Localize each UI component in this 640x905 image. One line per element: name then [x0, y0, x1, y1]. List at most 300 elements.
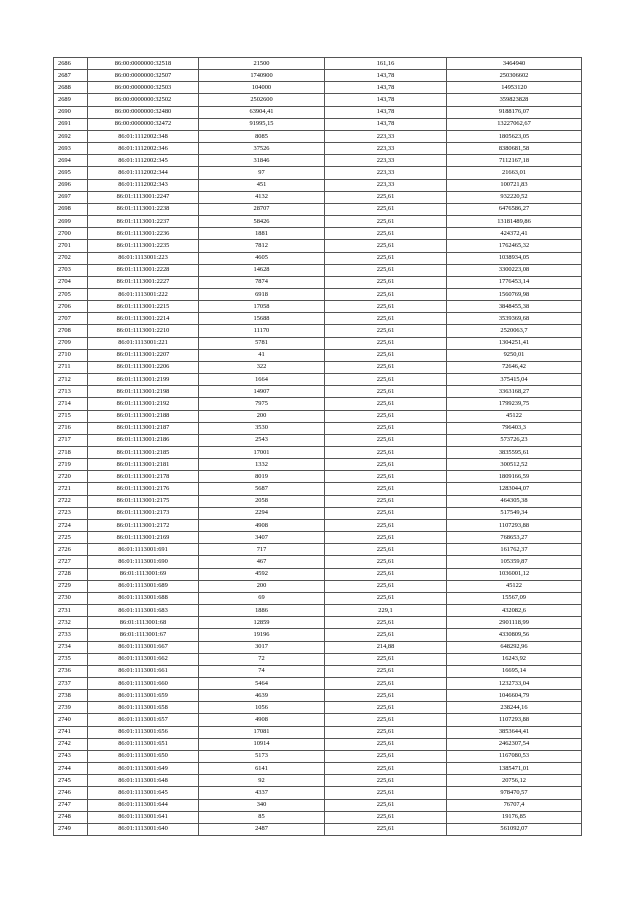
- rate-cell: 225,61: [325, 337, 447, 349]
- value-cell: 1799239,75: [447, 398, 582, 410]
- area-cell: 14907: [199, 386, 325, 398]
- cadastral-number-cell: 86:01:1113001:640: [88, 823, 199, 835]
- value-cell: 375415,04: [447, 374, 582, 386]
- area-cell: 4605: [199, 252, 325, 264]
- rate-cell: 225,61: [325, 580, 447, 592]
- table-row: [54, 811, 582, 823]
- value-cell: 2462307,54: [447, 738, 582, 750]
- rate-cell: 223,33: [325, 143, 447, 155]
- row-number-cell: 2708: [54, 325, 88, 337]
- value-cell: 2901118,99: [447, 617, 582, 629]
- cadastral-number-cell: 86:01:1113001:649: [88, 763, 199, 775]
- value-cell: 13227062,67: [447, 118, 582, 130]
- value-cell: 4330809,56: [447, 629, 582, 641]
- rate-cell: 225,61: [325, 665, 447, 677]
- value-cell: 1232733,04: [447, 677, 582, 689]
- value-cell: 932220,52: [447, 191, 582, 203]
- value-cell: 464305,38: [447, 495, 582, 507]
- rate-cell: 225,61: [325, 471, 447, 483]
- value-cell: 1107293,88: [447, 714, 582, 726]
- area-cell: 5464: [199, 677, 325, 689]
- cadastral-number-cell: 86:01:1113001:2198: [88, 386, 199, 398]
- row-number-cell: 2736: [54, 665, 88, 677]
- value-cell: 978470,57: [447, 787, 582, 799]
- row-number-cell: 2717: [54, 434, 88, 446]
- row-number-cell: 2739: [54, 702, 88, 714]
- cadastral-number-cell: 86:00:0000000:32503: [88, 82, 199, 94]
- row-number-cell: 2733: [54, 629, 88, 641]
- row-number-cell: 2741: [54, 726, 88, 738]
- cadastral-number-cell: 86:01:1113001:68: [88, 617, 199, 629]
- cadastral-number-cell: 86:01:1113001:2192: [88, 398, 199, 410]
- row-number-cell: 2732: [54, 617, 88, 629]
- table-row: [54, 750, 582, 762]
- value-cell: 9188176,07: [447, 106, 582, 118]
- row-number-cell: 2686: [54, 58, 88, 70]
- value-cell: 105359,87: [447, 556, 582, 568]
- row-number-cell: 2727: [54, 556, 88, 568]
- cadastral-number-cell: 86:01:1113001:2187: [88, 422, 199, 434]
- rate-cell: 143,78: [325, 82, 447, 94]
- rate-cell: 225,61: [325, 325, 447, 337]
- cadastral-number-cell: 86:01:1113001:2186: [88, 434, 199, 446]
- row-number-cell: 2707: [54, 313, 88, 325]
- table-row: [54, 799, 582, 811]
- value-cell: 796403,3: [447, 422, 582, 434]
- table-row: [54, 313, 582, 325]
- table-row: [54, 264, 582, 276]
- table-row: [54, 337, 582, 349]
- row-number-cell: 2749: [54, 823, 88, 835]
- value-cell: 45122: [447, 580, 582, 592]
- row-number-cell: 2721: [54, 483, 88, 495]
- table-row: [54, 155, 582, 167]
- rate-cell: 223,33: [325, 179, 447, 191]
- area-cell: 10914: [199, 738, 325, 750]
- table-row: [54, 70, 582, 82]
- rate-cell: 225,61: [325, 228, 447, 240]
- table-row: [54, 386, 582, 398]
- area-cell: 5687: [199, 483, 325, 495]
- cadastral-number-cell: 86:01:1113001:2173: [88, 507, 199, 519]
- area-cell: 4337: [199, 787, 325, 799]
- table-row: [54, 203, 582, 215]
- area-cell: 2543: [199, 434, 325, 446]
- value-cell: 2520063,7: [447, 325, 582, 337]
- table-row: [54, 495, 582, 507]
- area-cell: 1740900: [199, 70, 325, 82]
- cadastral-number-cell: 86:01:1113001:67: [88, 629, 199, 641]
- area-cell: 200: [199, 580, 325, 592]
- cadastral-number-cell: 86:01:1113001:2185: [88, 447, 199, 459]
- area-cell: 717: [199, 544, 325, 556]
- table-row: [54, 82, 582, 94]
- area-cell: 322: [199, 361, 325, 373]
- value-cell: 1776453,14: [447, 276, 582, 288]
- registry-table: [53, 57, 582, 836]
- value-cell: 161762,37: [447, 544, 582, 556]
- area-cell: 3530: [199, 422, 325, 434]
- area-cell: 5173: [199, 750, 325, 762]
- row-number-cell: 2704: [54, 276, 88, 288]
- area-cell: 2294: [199, 507, 325, 519]
- row-number-cell: 2691: [54, 118, 88, 130]
- row-number-cell: 2737: [54, 677, 88, 689]
- cadastral-number-cell: 86:01:1113001:2237: [88, 216, 199, 228]
- table-row: [54, 702, 582, 714]
- cadastral-number-cell: 86:01:1113001:651: [88, 738, 199, 750]
- rate-cell: 225,61: [325, 216, 447, 228]
- value-cell: 76707,4: [447, 799, 582, 811]
- rate-cell: 225,61: [325, 726, 447, 738]
- cadastral-number-cell: 86:01:1113001:2236: [88, 228, 199, 240]
- table-row: [54, 653, 582, 665]
- row-number-cell: 2748: [54, 811, 88, 823]
- rate-cell: 225,61: [325, 823, 447, 835]
- area-cell: 7975: [199, 398, 325, 410]
- rate-cell: 225,61: [325, 702, 447, 714]
- value-cell: 6476586,27: [447, 203, 582, 215]
- rate-cell: 143,78: [325, 118, 447, 130]
- area-cell: 17081: [199, 726, 325, 738]
- row-number-cell: 2694: [54, 155, 88, 167]
- table-row: [54, 641, 582, 653]
- cadastral-number-cell: 86:01:1113001:689: [88, 580, 199, 592]
- row-number-cell: 2734: [54, 641, 88, 653]
- table-row: [54, 605, 582, 617]
- table-row: [54, 106, 582, 118]
- row-number-cell: 2689: [54, 94, 88, 106]
- table-row: [54, 544, 582, 556]
- row-number-cell: 2725: [54, 532, 88, 544]
- table-row: [54, 483, 582, 495]
- table-row: [54, 179, 582, 191]
- value-cell: 1046604,79: [447, 690, 582, 702]
- area-cell: 85: [199, 811, 325, 823]
- cadastral-number-cell: 86:01:1113001:2214: [88, 313, 199, 325]
- value-cell: 1304251,41: [447, 337, 582, 349]
- value-cell: 424372,41: [447, 228, 582, 240]
- cadastral-number-cell: 86:01:1113001:641: [88, 811, 199, 823]
- value-cell: 3363168,27: [447, 386, 582, 398]
- rate-cell: 225,61: [325, 459, 447, 471]
- cadastral-number-cell: 86:01:1113001:2172: [88, 519, 199, 531]
- table-row: [54, 568, 582, 580]
- registry-table-container: [53, 57, 582, 836]
- rate-cell: 225,61: [325, 422, 447, 434]
- row-number-cell: 2730: [54, 592, 88, 604]
- table-row: [54, 94, 582, 106]
- area-cell: 5781: [199, 337, 325, 349]
- cadastral-number-cell: 86:01:1113001:656: [88, 726, 199, 738]
- table-row: [54, 276, 582, 288]
- area-cell: 15688: [199, 313, 325, 325]
- table-body: [54, 58, 582, 836]
- area-cell: 1332: [199, 459, 325, 471]
- cadastral-number-cell: 86:01:1113001:2199: [88, 374, 199, 386]
- cadastral-number-cell: 86:01:1113001:2178: [88, 471, 199, 483]
- row-number-cell: 2705: [54, 288, 88, 300]
- rate-cell: 225,61: [325, 447, 447, 459]
- value-cell: 250306602: [447, 70, 582, 82]
- table-row: [54, 556, 582, 568]
- cadastral-number-cell: 86:01:1113001:2247: [88, 191, 199, 203]
- value-cell: 1167080,53: [447, 750, 582, 762]
- row-number-cell: 2719: [54, 459, 88, 471]
- row-number-cell: 2718: [54, 447, 88, 459]
- value-cell: 100721,83: [447, 179, 582, 191]
- area-cell: 11170: [199, 325, 325, 337]
- table-row: [54, 118, 582, 130]
- cadastral-number-cell: 86:01:1113001:69: [88, 568, 199, 580]
- area-cell: 19196: [199, 629, 325, 641]
- table-row: [54, 532, 582, 544]
- cadastral-number-cell: 86:01:1113001:2227: [88, 276, 199, 288]
- area-cell: 7812: [199, 240, 325, 252]
- row-number-cell: 2746: [54, 787, 88, 799]
- rate-cell: 225,61: [325, 495, 447, 507]
- row-number-cell: 2728: [54, 568, 88, 580]
- table-row: [54, 507, 582, 519]
- value-cell: 1809166,59: [447, 471, 582, 483]
- rate-cell: 225,61: [325, 775, 447, 787]
- value-cell: 1283044,07: [447, 483, 582, 495]
- rate-cell: 225,61: [325, 799, 447, 811]
- rate-cell: 225,61: [325, 203, 447, 215]
- table-row: [54, 787, 582, 799]
- cadastral-number-cell: 86:01:1113001:648: [88, 775, 199, 787]
- area-cell: 2502600: [199, 94, 325, 106]
- table-row: [54, 763, 582, 775]
- table-row: [54, 130, 582, 142]
- area-cell: 37526: [199, 143, 325, 155]
- row-number-cell: 2688: [54, 82, 88, 94]
- table-row: [54, 629, 582, 641]
- table-row: [54, 714, 582, 726]
- table-row: [54, 361, 582, 373]
- rate-cell: 225,61: [325, 763, 447, 775]
- table-row: [54, 447, 582, 459]
- rate-cell: 225,61: [325, 714, 447, 726]
- row-number-cell: 2715: [54, 410, 88, 422]
- cadastral-number-cell: 86:01:1113001:645: [88, 787, 199, 799]
- value-cell: 561092,07: [447, 823, 582, 835]
- area-cell: 41: [199, 349, 325, 361]
- rate-cell: 223,33: [325, 130, 447, 142]
- table-row: [54, 143, 582, 155]
- rate-cell: 143,78: [325, 94, 447, 106]
- cadastral-number-cell: 86:01:1113001:221: [88, 337, 199, 349]
- table-row: [54, 422, 582, 434]
- cadastral-number-cell: 86:01:1113001:2238: [88, 203, 199, 215]
- cadastral-number-cell: 86:01:1113001:2206: [88, 361, 199, 373]
- cadastral-number-cell: 86:01:1113001:658: [88, 702, 199, 714]
- cadastral-number-cell: 86:01:1113001:2181: [88, 459, 199, 471]
- value-cell: 8380681,58: [447, 143, 582, 155]
- rate-cell: 225,61: [325, 398, 447, 410]
- table-row: [54, 228, 582, 240]
- row-number-cell: 2709: [54, 337, 88, 349]
- value-cell: 1560769,98: [447, 288, 582, 300]
- table-row: [54, 775, 582, 787]
- row-number-cell: 2699: [54, 216, 88, 228]
- area-cell: 340: [199, 799, 325, 811]
- cadastral-number-cell: 86:01:1112002:346: [88, 143, 199, 155]
- value-cell: 15567,09: [447, 592, 582, 604]
- cadastral-number-cell: 86:01:1113001:660: [88, 677, 199, 689]
- cadastral-number-cell: 86:01:1113001:2235: [88, 240, 199, 252]
- rate-cell: 143,78: [325, 70, 447, 82]
- area-cell: 31846: [199, 155, 325, 167]
- cadastral-number-cell: 86:01:1113001:2169: [88, 532, 199, 544]
- rate-cell: 225,61: [325, 556, 447, 568]
- row-number-cell: 2716: [54, 422, 88, 434]
- rate-cell: 225,61: [325, 507, 447, 519]
- area-cell: 6141: [199, 763, 325, 775]
- table-row: [54, 398, 582, 410]
- cadastral-number-cell: 86:01:1112002:348: [88, 130, 199, 142]
- table-row: [54, 459, 582, 471]
- cadastral-number-cell: 86:01:1113001:222: [88, 288, 199, 300]
- cadastral-number-cell: 86:01:1113001:667: [88, 641, 199, 653]
- area-cell: 4908: [199, 714, 325, 726]
- row-number-cell: 2693: [54, 143, 88, 155]
- table-row: [54, 410, 582, 422]
- rate-cell: 225,61: [325, 738, 447, 750]
- area-cell: 69: [199, 592, 325, 604]
- value-cell: 14953120: [447, 82, 582, 94]
- row-number-cell: 2687: [54, 70, 88, 82]
- area-cell: 2058: [199, 495, 325, 507]
- row-number-cell: 2720: [54, 471, 88, 483]
- value-cell: 1805623,05: [447, 130, 582, 142]
- cadastral-number-cell: 86:01:1113001:2215: [88, 301, 199, 313]
- area-cell: 8085: [199, 130, 325, 142]
- cadastral-number-cell: 86:01:1112002:344: [88, 167, 199, 179]
- area-cell: 17001: [199, 447, 325, 459]
- table-row: [54, 325, 582, 337]
- value-cell: 16243,92: [447, 653, 582, 665]
- table-row: [54, 580, 582, 592]
- row-number-cell: 2742: [54, 738, 88, 750]
- table-row: [54, 665, 582, 677]
- cadastral-number-cell: 86:00:0000000:32472: [88, 118, 199, 130]
- value-cell: 1385471,01: [447, 763, 582, 775]
- cadastral-number-cell: 86:01:1113001:683: [88, 605, 199, 617]
- row-number-cell: 2723: [54, 507, 88, 519]
- rate-cell: 225,61: [325, 750, 447, 762]
- row-number-cell: 2713: [54, 386, 88, 398]
- row-number-cell: 2701: [54, 240, 88, 252]
- area-cell: 104000: [199, 82, 325, 94]
- area-cell: 200: [199, 410, 325, 422]
- table-row: [54, 726, 582, 738]
- area-cell: 3407: [199, 532, 325, 544]
- table-row: [54, 349, 582, 361]
- rate-cell: 225,61: [325, 677, 447, 689]
- value-cell: 45122: [447, 410, 582, 422]
- area-cell: 4908: [199, 519, 325, 531]
- rate-cell: 225,61: [325, 483, 447, 495]
- table-row: [54, 191, 582, 203]
- cadastral-number-cell: 86:01:1113001:650: [88, 750, 199, 762]
- area-cell: 1664: [199, 374, 325, 386]
- row-number-cell: 2698: [54, 203, 88, 215]
- table-row: [54, 252, 582, 264]
- value-cell: 432082,6: [447, 605, 582, 617]
- cadastral-number-cell: 86:01:1113001:662: [88, 653, 199, 665]
- cadastral-number-cell: 86:01:1113001:688: [88, 592, 199, 604]
- table-row: [54, 167, 582, 179]
- area-cell: 14628: [199, 264, 325, 276]
- table-row: [54, 288, 582, 300]
- rate-cell: 143,78: [325, 106, 447, 118]
- cadastral-number-cell: 86:01:1113001:691: [88, 544, 199, 556]
- area-cell: 6918: [199, 288, 325, 300]
- row-number-cell: 2696: [54, 179, 88, 191]
- cadastral-number-cell: 86:01:1113001:2175: [88, 495, 199, 507]
- table-row: [54, 592, 582, 604]
- row-number-cell: 2700: [54, 228, 88, 240]
- value-cell: 19176,85: [447, 811, 582, 823]
- area-cell: 58426: [199, 216, 325, 228]
- area-cell: 12859: [199, 617, 325, 629]
- value-cell: 9250,01: [447, 349, 582, 361]
- row-number-cell: 2714: [54, 398, 88, 410]
- rate-cell: 225,61: [325, 629, 447, 641]
- row-number-cell: 2695: [54, 167, 88, 179]
- row-number-cell: 2710: [54, 349, 88, 361]
- cadastral-number-cell: 86:01:1113001:661: [88, 665, 199, 677]
- table-row: [54, 301, 582, 313]
- row-number-cell: 2740: [54, 714, 88, 726]
- rate-cell: 225,61: [325, 592, 447, 604]
- row-number-cell: 2690: [54, 106, 88, 118]
- rate-cell: 225,61: [325, 410, 447, 422]
- rate-cell: 223,33: [325, 155, 447, 167]
- value-cell: 300512,52: [447, 459, 582, 471]
- row-number-cell: 2711: [54, 361, 88, 373]
- cadastral-number-cell: 86:00:0000000:32518: [88, 58, 199, 70]
- rate-cell: 225,61: [325, 386, 447, 398]
- row-number-cell: 2735: [54, 653, 88, 665]
- area-cell: 4592: [199, 568, 325, 580]
- area-cell: 2487: [199, 823, 325, 835]
- value-cell: 3848455,38: [447, 301, 582, 313]
- area-cell: 1886: [199, 605, 325, 617]
- cadastral-number-cell: 86:01:1113001:2228: [88, 264, 199, 276]
- rate-cell: 225,61: [325, 519, 447, 531]
- area-cell: 467: [199, 556, 325, 568]
- value-cell: 7112167,18: [447, 155, 582, 167]
- table-row: [54, 216, 582, 228]
- cadastral-number-cell: 86:01:1113001:659: [88, 690, 199, 702]
- area-cell: 63904,41: [199, 106, 325, 118]
- rate-cell: 225,61: [325, 374, 447, 386]
- area-cell: 451: [199, 179, 325, 191]
- row-number-cell: 2722: [54, 495, 88, 507]
- rate-cell: 225,61: [325, 544, 447, 556]
- value-cell: 1762465,32: [447, 240, 582, 252]
- rate-cell: 225,61: [325, 811, 447, 823]
- area-cell: 7874: [199, 276, 325, 288]
- rate-cell: 225,61: [325, 252, 447, 264]
- row-number-cell: 2724: [54, 519, 88, 531]
- value-cell: 72646,42: [447, 361, 582, 373]
- area-cell: 21500: [199, 58, 325, 70]
- rate-cell: 225,61: [325, 434, 447, 446]
- cadastral-number-cell: 86:00:0000000:32480: [88, 106, 199, 118]
